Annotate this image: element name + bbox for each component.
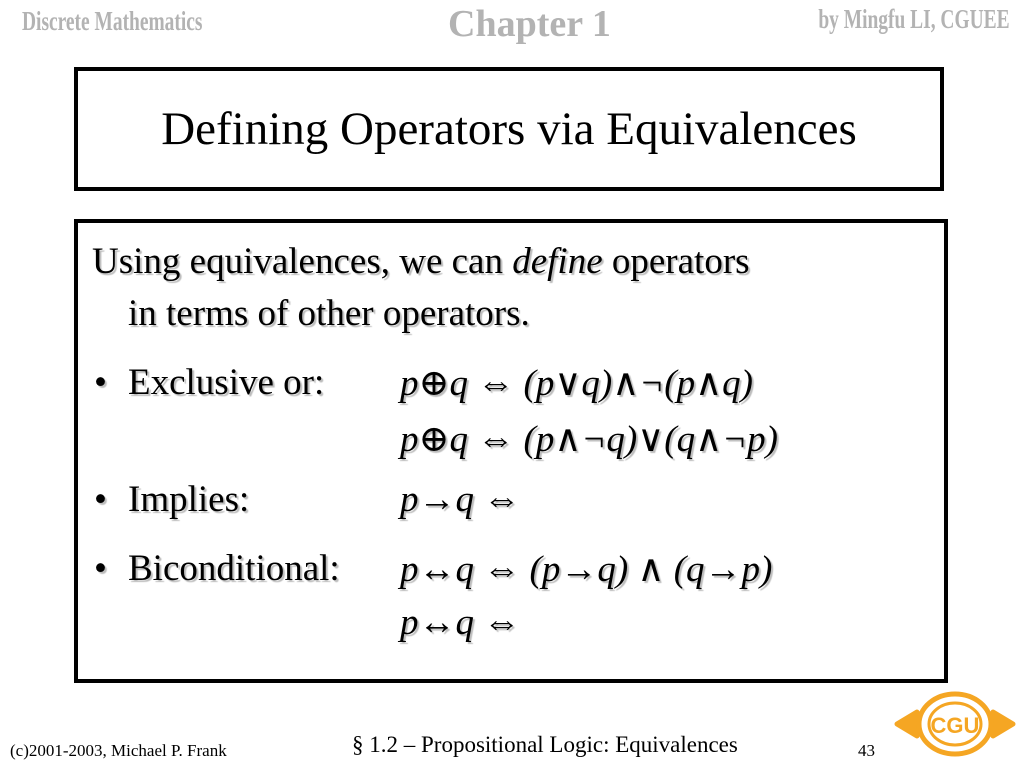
bullet-biconditional-marker: •	[94, 548, 107, 589]
university-logo	[893, 684, 1017, 764]
slide-title-box	[74, 67, 944, 191]
logo-right-arrow	[993, 712, 1013, 736]
intro-text-emphasis: define	[512, 241, 603, 282]
bullet-implies-marker: •	[94, 479, 107, 520]
slide-title: Defining Operators via Equivalences	[161, 103, 857, 155]
logo-left-arrow	[897, 712, 917, 736]
xor-formula-1: p⊕q ⇔ (p∨q)∧¬(p∧q)	[400, 363, 753, 404]
author-label: by Mingfu LI, CGUEE	[818, 4, 1010, 34]
xor-formula-2: p⊕q ⇔ (p∧¬q)∨(q∧¬p)	[400, 419, 778, 460]
intro-text-pre: Using equivalences, we can	[92, 241, 513, 282]
bullet-exclusive-or-marker: •	[94, 362, 107, 403]
course-title: Discrete Mathematics	[22, 6, 203, 36]
intro-line-1	[92, 243, 750, 280]
intro-line-2: in terms of other operators.	[128, 293, 530, 334]
logo-text: CGU	[930, 713, 980, 738]
biconditional-formula-1: p↔q ⇔ (p→q) ∧ (q→p)	[400, 549, 773, 590]
bullet-exclusive-or-label: Exclusive or:	[128, 362, 325, 403]
intro-text-post: operators	[602, 241, 750, 282]
footer-copyright: (c)2001-2003, Michael P. Frank	[10, 741, 227, 760]
chapter-label: Chapter 1	[448, 3, 611, 45]
page-number: 43	[858, 741, 875, 760]
implies-formula-1: p→q ⇔	[400, 479, 521, 520]
biconditional-formula-2: p↔q ⇔	[400, 602, 521, 643]
slide-content-box	[74, 219, 948, 683]
footer-section-title: § 1.2 – Propositional Logic: Equivalences	[352, 732, 738, 757]
bullet-implies-label: Implies:	[128, 479, 250, 520]
bullet-biconditional-label: Biconditional:	[128, 548, 340, 589]
